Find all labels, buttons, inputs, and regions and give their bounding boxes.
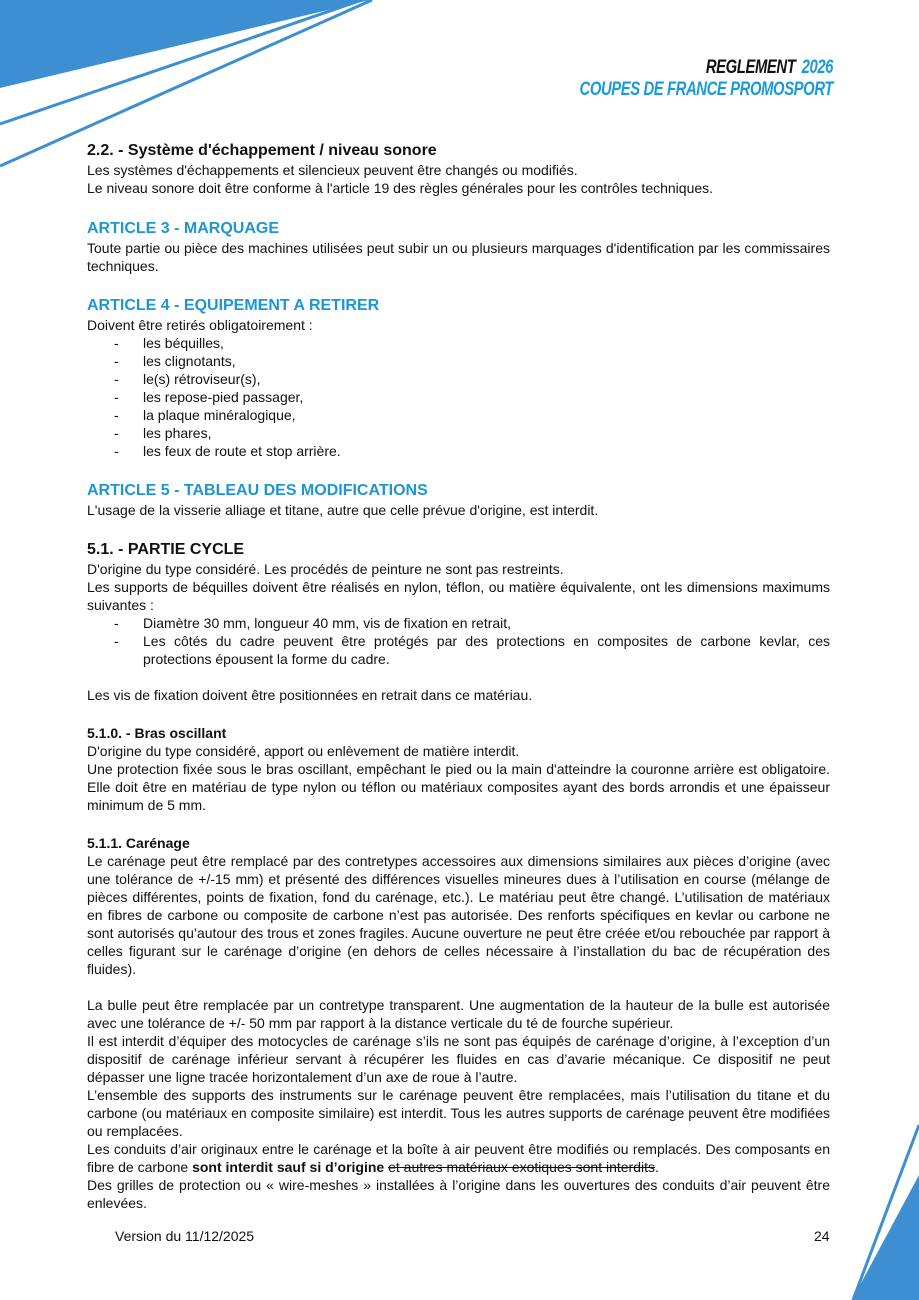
- article-4-list: [87, 334, 830, 460]
- list-item: - les feux de route et stop arrière.: [114, 443, 341, 459]
- document-brand-header: [579, 57, 833, 101]
- article-4-title: ARTICLE 4 - EQUIPEMENT A RETIRER: [87, 297, 380, 314]
- section-5-1-1-paragraph-1: Le carénage peut être remplacé par des contretypes accessoires aux dimensions similaires aux pièces d’origine (avec une tolérance de +/-15 mm) et présenté des différences visuelles mineures dues à l’utilisation en course (mélange de pièces différentes, points de fixation, fond du carénage, etc.). Le matériau peut être changé. L’utilisation de matériaux en fibres de carbone ou composite de carbone n’est pas autorisée. Des renforts spécifiques en kevlar ou carbone ne sont autorisés qu’autour des trous et zones fragiles. Aucune ouverture ne peut être créée et/ou rebouchée par rapport à celles figurant sur le carénage d’origine (en dehors de celles nécessaire à l’installation du bac de récupération des fluides).: [87, 853, 830, 977]
- emphasis-text: sont interdit sauf si d’origine: [192, 1159, 385, 1175]
- section-2-2-title: 2.2. - Système d'échappement / niveau sonore: [87, 142, 437, 159]
- list-item: - le(s) rétroviseur(s),: [114, 371, 261, 387]
- footer-version: Version du 11/12/2025: [115, 1228, 255, 1244]
- section-5-1-1-title: 5.1.1. Carénage: [87, 835, 190, 851]
- article-5-paragraph: L'usage de la visserie alliage et titane, autre que celle prévue d'origine, est interdit.: [87, 502, 599, 518]
- brand-subtitle: COUPES DE FRANCE PROMOSPORT: [579, 79, 833, 100]
- article-4-intro: Doivent être retirés obligatoirement :: [87, 317, 313, 333]
- brand-year: 2026: [801, 57, 833, 78]
- section-5-1-1-paragraph-6: Des grilles de protection ou « wire-meshes » installées à l’origine dans les ouvertures des conduits d’air peuvent être enlevées.: [87, 1177, 830, 1211]
- section-5-1-title: 5.1. - PARTIE CYCLE: [87, 541, 245, 558]
- list-item: - les béquilles,: [114, 335, 224, 351]
- article-3-paragraph: Toute partie ou pièce des machines utilisées peut subir un ou plusieurs marquages d'identification par les commissaires techniques.: [87, 240, 830, 274]
- section-5-1-0-title: 5.1.0. - Bras oscillant: [87, 725, 227, 741]
- page-body: [87, 141, 830, 1212]
- section-5-1-paragraph-1: D'origine du type considéré. Les procédés de peinture ne sont pas restreints.: [87, 561, 564, 577]
- bottom-right-stripes-decoration: [840, 1120, 919, 1300]
- section-5-1-0-paragraph-2: Une protection fixée sous le bras oscillant, empêchant le pied ou la main d'atteindre la couronne arrière est obligatoire. Elle doit être en matériau de type nylon ou téflon ou matériaux composites ayant des bords arrondis et une épaisseur minimum de 5 mm.: [87, 761, 830, 813]
- section-5-1-paragraph-3: Les vis de fixation doivent être positionnées en retrait dans ce matériau.: [87, 687, 533, 703]
- section-2-2-paragraph-1: Les systèmes d'échappements et silencieux peuvent être changés ou modifiés.: [87, 162, 578, 178]
- section-5-1-1-paragraph-2: La bulle peut être remplacée par un contretype transparent. Une augmentation de la hauteur de la bulle est autorisée avec une tolérance de +/- 50 mm par rapport à la distance verticale du té de fourche supérieur.: [87, 997, 830, 1031]
- list-item: - la plaque minéralogique,: [114, 407, 296, 423]
- section-5-1-0-paragraph-1: D'origine du type considéré, apport ou enlèvement de matière interdit.: [87, 743, 520, 759]
- article-5-title: ARTICLE 5 - TABLEAU DES MODIFICATIONS: [87, 482, 428, 499]
- section-5-1-1-paragraph-3: Il est interdit d’équiper des motocycles de carénage s’ils ne sont pas équipés de carénage d’origine, à l’exception d’un dispositif de carénage inférieur servant à récupérer les fluides en cas d’avarie mécanique. Ce dispositif ne peut dépasser une ligne tracée horizontalement d’un axe de roue à l’autre.: [87, 1033, 830, 1085]
- footer-page-number: 24: [814, 1228, 830, 1244]
- section-5-1-1-paragraph-4: L’ensemble des supports des instruments sur le carénage peuvent être remplacées, mais l’utilisation du titane et du carbone (ou matériaux en composite similaire) est interdit. Tous les autres supports de carénage peuvent être modifiées ou remplacées.: [87, 1087, 830, 1139]
- section-5-1-paragraph-2: Les supports de béquilles doivent être réalisés en nylon, téflon, ou matière équivalente, ont les dimensions maximums suivantes :: [87, 579, 830, 613]
- list-item: - les clignotants,: [114, 353, 236, 369]
- section-2-2-paragraph-2: Le niveau sonore doit être conforme à l'article 19 des règles générales pour les contrôles techniques.: [87, 180, 714, 196]
- struck-text: et autres matériaux exotiques sont interdits: [388, 1159, 656, 1175]
- section-5-1-1-paragraph-5: Les conduits d’air originaux entre le carénage et la boîte à air peuvent être modifiés ou remplacés. Des composants en fibre de carbone sont interdit sauf si d’origine et autres matériaux exotiques sont interdits.: [87, 1141, 830, 1175]
- section-5-1-list: [87, 614, 830, 668]
- list-item: - Les côtés du cadre peuvent être protégés par des protections en composites de carbone kevlar, ces protections épousent la forme du cadre.: [114, 633, 830, 667]
- list-item: - Diamètre 30 mm, longueur 40 mm, vis de fixation en retrait,: [114, 615, 512, 631]
- list-item: - les phares,: [114, 425, 212, 441]
- article-3-title: ARTICLE 3 - MARQUAGE: [87, 220, 279, 237]
- list-item: - les repose-pied passager,: [114, 389, 304, 405]
- brand-word: REGLEMENT: [705, 57, 796, 78]
